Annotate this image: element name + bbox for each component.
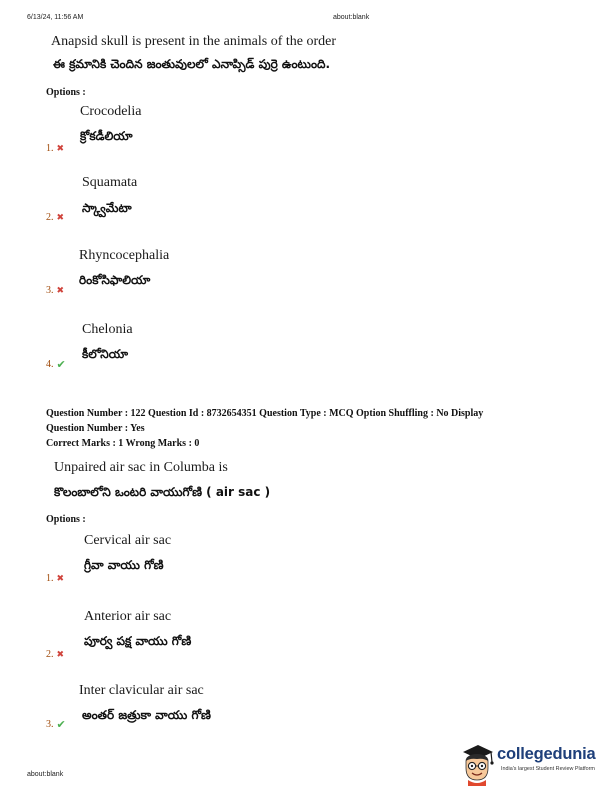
print-url: about:blank bbox=[333, 14, 370, 21]
wrong-mark-icon: ✖ bbox=[56, 649, 65, 660]
q2-question-te: కొలంబాలోని ఒంటరి వాయుగోణి ( air sac ) bbox=[54, 485, 271, 499]
q2-option-3-en: Inter clavicular air sac bbox=[79, 683, 204, 698]
collegedunia-logo bbox=[458, 742, 608, 786]
q2-options-label: Options : bbox=[46, 514, 86, 525]
q1-option-1-te: క్రోకడీలియా bbox=[80, 129, 133, 143]
q2-option-1-marker bbox=[46, 573, 64, 584]
q2-option-2-en: Anterior air sac bbox=[84, 609, 172, 624]
q1-option-3-en: Rhyncocephalia bbox=[79, 248, 170, 263]
option-number: 2. bbox=[46, 212, 54, 223]
q2-option-3-te: అంతర్ జత్రుకా వాయు గోణి bbox=[82, 708, 211, 722]
q1-option-2-te: స్క్వామేటా bbox=[82, 201, 132, 215]
option-number: 3. bbox=[46, 719, 54, 730]
q1-option-3-te: రింకోసిఫాలియా bbox=[79, 273, 151, 287]
correct-check-icon: ✔ bbox=[56, 358, 66, 371]
q1-question-te: ఈ క్రమానికి చెందిన జంతువులలో ఎనాప్సిడ్ పుర్రె ఉంటుంది. bbox=[53, 57, 331, 71]
q2-option-2-marker bbox=[46, 649, 64, 660]
q1-option-1-en: Crocodelia bbox=[80, 104, 142, 119]
option-number: 1. bbox=[46, 143, 54, 154]
q2-question-en: Unpaired air sac in Columba is bbox=[54, 460, 228, 475]
q1-options-label: Options : bbox=[46, 87, 86, 98]
option-number: 4. bbox=[46, 359, 54, 370]
q2-option-2-te: పూర్వ పక్ష వాయు గోణి bbox=[84, 634, 192, 648]
q1-option-4-te: కీలోనియా bbox=[82, 347, 129, 361]
option-number: 3. bbox=[46, 285, 54, 296]
q1-option-1-marker bbox=[46, 143, 64, 154]
logo-tagline: India's largest Student Review Platform bbox=[501, 766, 595, 772]
q1-option-2-marker bbox=[46, 212, 64, 223]
q1-option-2-en: Squamata bbox=[82, 175, 138, 190]
q2-meta-line-1: Question Number : 122 Question Id : 8732654351 Question Type : MCQ Option Shuffling : No Display bbox=[46, 408, 484, 419]
wrong-mark-icon: ✖ bbox=[56, 573, 65, 584]
logo-wordmark: collegedunia bbox=[497, 745, 596, 763]
option-number: 1. bbox=[46, 573, 54, 584]
q2-option-3-marker bbox=[46, 718, 66, 731]
wrong-mark-icon: ✖ bbox=[56, 143, 65, 154]
q1-question-en: Anapsid skull is present in the animals of the order bbox=[51, 34, 336, 49]
mascot-icon bbox=[458, 742, 496, 786]
wrong-mark-icon: ✖ bbox=[56, 212, 65, 223]
q2-option-1-te: గ్రీవా వాయు గోణి bbox=[84, 558, 164, 572]
q1-option-4-en: Chelonia bbox=[82, 322, 133, 337]
print-datetime: 6/13/24, 11:56 AM bbox=[27, 14, 84, 21]
q2-meta-line-2: Question Number : Yes bbox=[46, 423, 145, 434]
q1-option-4-marker bbox=[46, 358, 66, 371]
q1-option-3-marker bbox=[46, 285, 64, 296]
footer-url: about:blank bbox=[27, 771, 64, 778]
option-number: 2. bbox=[46, 649, 54, 660]
q2-option-1-en: Cervical air sac bbox=[84, 533, 172, 548]
correct-check-icon: ✔ bbox=[56, 718, 66, 731]
q2-meta-line-3: Correct Marks : 1 Wrong Marks : 0 bbox=[46, 438, 200, 449]
wrong-mark-icon: ✖ bbox=[56, 285, 65, 296]
